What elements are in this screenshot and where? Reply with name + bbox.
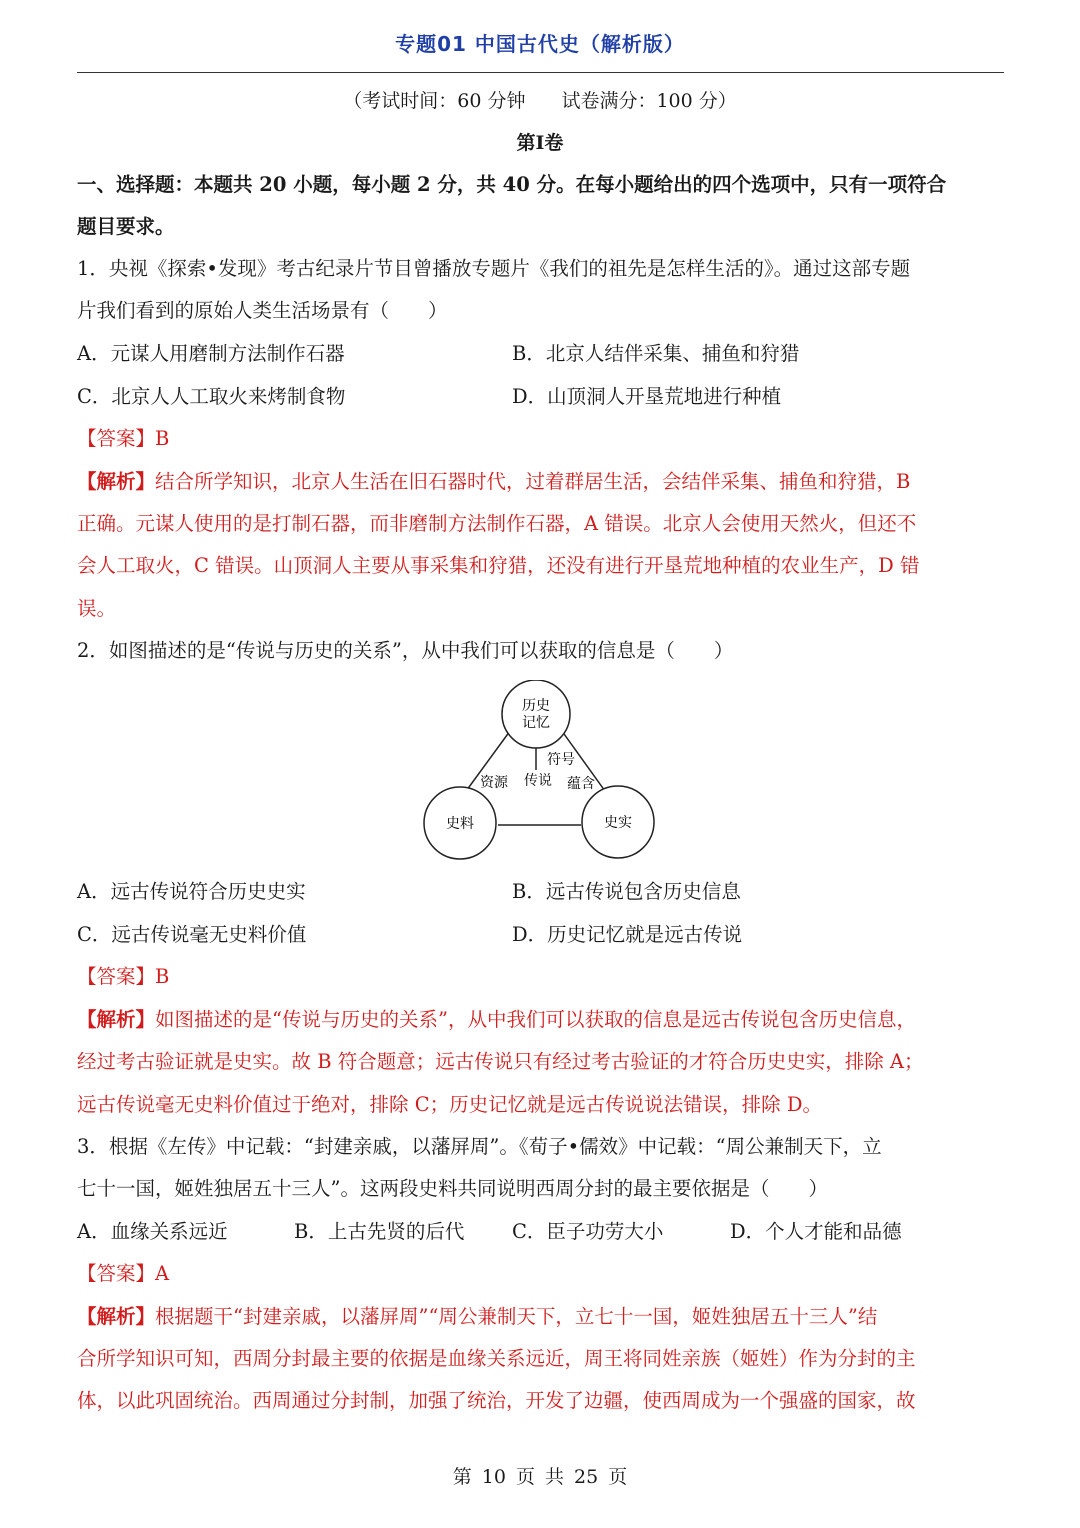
document-title: 专题01 中国古代史（解析版） xyxy=(395,32,685,56)
q3-explanation-line3: 体，以此巩固统治。西周通过分封制，加强了统治，开发了边疆，使西周成为一个强盛的国家，故 xyxy=(77,1389,916,1412)
q3-option-a: A．血缘关系远近 xyxy=(77,1220,228,1243)
q3-explanation-line1 xyxy=(77,1304,1004,1330)
q3-option-d: D．个人才能和品德 xyxy=(730,1220,902,1243)
q3-stem-line1: 3．根据《左传》中记载：“封建亲戚，以藩屏周”。《荀子•儒效》中记载：“周公兼制天下，立 xyxy=(77,1135,882,1158)
q2-explanation-label: 【解析】 xyxy=(77,1008,156,1031)
q1-answer: 【答案】B xyxy=(77,427,170,450)
q1-explanation-line2: 正确。元谋人使用的是打制石器，而非磨制方法制作石器，A 错误。北京人会使用天然火，但还不 xyxy=(77,512,917,535)
q1-stem-line2: 片我们看到的原始人类生活场景有（ ） xyxy=(77,299,448,322)
q3-answer: 【答案】A xyxy=(77,1262,170,1285)
q3-stem-line2: 七十一国，姬姓独居五十三人”。这两段史料共同说明西周分封的最主要依据是（ ） xyxy=(77,1177,828,1200)
q1-option-a: A．元谋人用磨制方法制作石器 xyxy=(77,342,345,365)
q1-explanation-line4: 误。 xyxy=(77,597,117,620)
section-instruction-line1: 一、选择题：本题共 20 小题，每小题 2 分，共 40 分。在每小题给出的四个选项中，只有一项符合 xyxy=(77,173,947,196)
footer-word-total-unit: 页 xyxy=(608,1466,628,1488)
q2-explanation-line1 xyxy=(77,1007,1004,1033)
q1-option-d: D．山顶洞人开垦荒地进行种植 xyxy=(512,385,782,408)
legend-history-diagram xyxy=(418,680,668,860)
diagram-label-contain: 蕴含 xyxy=(567,776,595,792)
diagram-label-legend: 传说 xyxy=(524,773,552,789)
exam-time: （考试时间：60 分钟 xyxy=(343,90,526,112)
q1-explanation-text: 结合所学知识，北京人生活在旧石器时代，过着群居生活，会结伴采集、捕鱼和狩猎，B xyxy=(155,470,911,493)
footer-page-number: 10 xyxy=(481,1466,506,1488)
q1-explanation-label: 【解析】 xyxy=(77,470,156,493)
q2-option-b: B．远古传说包含历史信息 xyxy=(512,880,741,903)
q2-stem: 2．如图描述的是“传说与历史的关系”，从中我们可以获取的信息是（ ） xyxy=(77,639,734,662)
q3-explanation-label: 【解析】 xyxy=(77,1305,156,1328)
page-footer xyxy=(0,1462,1080,1489)
q2-option-d: D．历史记忆就是远古传说 xyxy=(512,923,743,946)
q2-explanation-line2: 经过考古验证就是史实。故 B 符合题意；远古传说只有经过考古验证的才符合历史史实，排除 A； xyxy=(77,1050,924,1073)
q1-option-c: C．北京人人工取火来烤制食物 xyxy=(77,385,346,408)
q2-option-c: C．远古传说毫无史料价值 xyxy=(77,923,307,946)
diagram-label-resource: 资源 xyxy=(480,775,508,791)
q3-explanation-line2: 合所学知识可知，西周分封最主要的依据是血缘关系远近，周王将同姓亲族（姬姓）作为分封的主 xyxy=(77,1347,916,1370)
footer-total-pages: 25 xyxy=(574,1466,599,1488)
volume-heading: 第Ⅰ卷 xyxy=(516,132,564,154)
q2-answer: 【答案】B xyxy=(77,965,170,988)
exam-score: 试卷满分：100 分） xyxy=(561,90,737,112)
q1-explanation-line3: 会人工取火，C 错误。山顶洞人主要从事采集和狩猎，还没有进行开垦荒地种植的农业生产，D 错 xyxy=(77,554,920,577)
diagram-label-materials: 史料 xyxy=(446,816,474,832)
q3-explanation-text: 根据题干“封建亲戚，以藩屏周”“周公兼制天下，立七十一国，姬姓独居五十三人”结 xyxy=(155,1305,878,1328)
q1-explanation-line1 xyxy=(77,469,1004,495)
diagram-label-memory-2: 记忆 xyxy=(522,715,550,731)
footer-word-page: 第 xyxy=(452,1466,472,1488)
diagram-label-symbol: 符号 xyxy=(547,752,575,768)
footer-word-total: 共 xyxy=(545,1466,565,1488)
diagram-node-memory xyxy=(502,680,570,748)
q3-option-c: C．臣子功劳大小 xyxy=(512,1220,664,1243)
exam-meta xyxy=(0,86,1080,113)
q2-explanation-text: 如图描述的是“传说与历史的关系”，从中我们可以获取的信息是远古传说包含历史信息， xyxy=(155,1008,916,1031)
q1-stem-line1: 1．央视《探索•发现》考古纪录片节目曾播放专题片《我们的祖先是怎样生活的》。通过这部专题 xyxy=(77,257,911,280)
q2-option-a: A．远古传说符合历史史实 xyxy=(77,880,306,903)
diagram-label-memory-1: 历史 xyxy=(522,698,550,714)
footer-word-page-unit: 页 xyxy=(515,1466,535,1488)
header-rule xyxy=(77,72,1004,73)
section-instruction-line2: 题目要求。 xyxy=(77,215,175,238)
q1-option-b: B．北京人结伴采集、捕鱼和狩猎 xyxy=(512,342,800,365)
q2-explanation-line3: 远古传说毫无史料价值过于绝对，排除 C；历史记忆就是远古传说说法错误，排除 D。 xyxy=(77,1093,822,1116)
q3-option-b: B．上古先贤的后代 xyxy=(294,1220,465,1243)
diagram-label-facts: 史实 xyxy=(604,815,632,831)
